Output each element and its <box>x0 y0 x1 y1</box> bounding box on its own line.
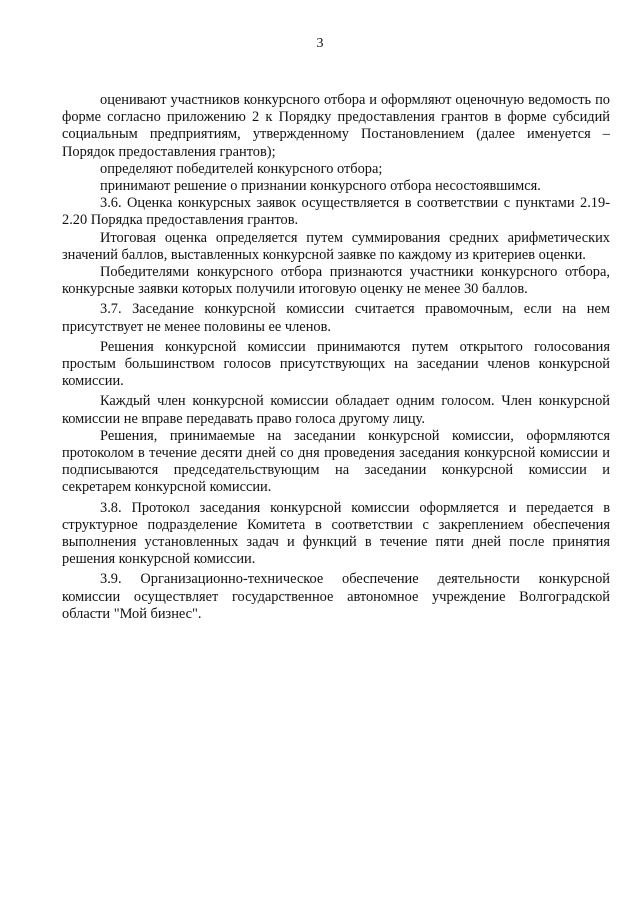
paragraph-protocol: Решения, принимаемые на заседании конкурсной комиссии, оформляются протоколом в течение десяти дней со дня проведения заседания конкурсной комиссии и подписываются председательствующим на заседании конкурсной комиссии и секретарем конкурсной комиссии. <box>62 427 610 496</box>
paragraph-determine-winners: определяют победителей конкурсного отбора; <box>100 160 383 177</box>
document-body <box>62 92 610 623</box>
paragraph-3-6: 3.6. Оценка конкурсных заявок осуществляется в соответствии с пунктами 2.19-2.20 Порядка предоставления грантов. <box>62 195 610 229</box>
paragraph-voting: Решения конкурсной комиссии принимаются путем открытого голосования простым большинством голосов присутствующих на заседании членов конкурсной комиссии. <box>62 338 610 390</box>
paragraph-final-score: Итоговая оценка определяется путем суммирования средних арифметических значений баллов, выставленных конкурсной заявке по каждому из критериев оценки. <box>62 229 610 263</box>
paragraph-3-8: 3.8. Протокол заседания конкурсной комиссии оформляется и передается в структурное подразделение Комитета в соответствии с закреплением обеспечения выполнения установленных задач и функций в течение пяти дней после принятия решения конкурсной комиссии. <box>62 499 610 568</box>
page-number: 3 <box>316 36 324 51</box>
paragraph-3-9: 3.9. Организационно-техническое обеспечение деятельности конкурсной комиссии осуществляет государственное автономное учреждение Волгоградской области "Мой бизнес". <box>62 571 610 622</box>
paragraph-one-vote: Каждый член конкурсной комиссии обладает одним голосом. Член конкурсной комиссии не вправе передавать право голоса другому лицу. <box>62 393 610 427</box>
paragraph-evaluate: оценивают участников конкурсного отбора и оформляют оценочную ведомость по форме согласно приложению 2 к Порядку предоставления грантов в форме субсидий социальным предприятиям, утвержденному Постановлением (далее именуется – Порядок предоставления грантов); <box>62 92 610 160</box>
paragraph-3-7: 3.7. Заседание конкурсной комиссии считается правомочным, если на нем присутствует не менее половины ее членов. <box>62 301 610 335</box>
paragraph-decision-failed: принимают решение о признании конкурсного отбора несостоявшимся. <box>100 178 541 195</box>
paragraph-winners: Победителями конкурсного отбора признаются участники конкурсного отбора, конкурсные заявки которых получили итоговую оценку не менее 30 баллов. <box>62 264 610 298</box>
